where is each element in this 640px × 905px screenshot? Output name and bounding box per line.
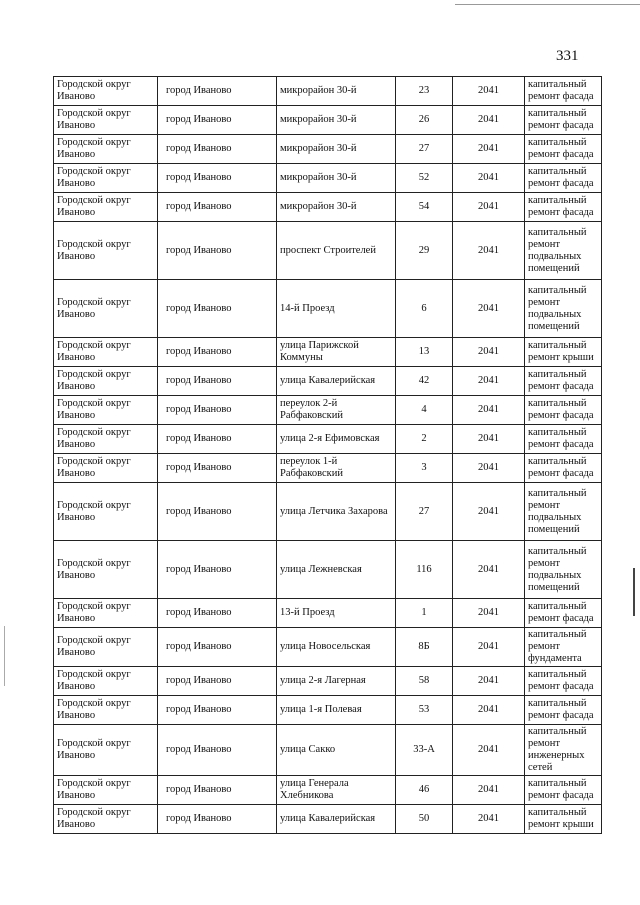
house-number-cell: 26 xyxy=(396,106,453,135)
settlement-cell: город Иваново xyxy=(158,776,277,805)
street-cell: 14-й Проезд xyxy=(277,280,396,338)
street-cell: улица Кавалерийская xyxy=(277,805,396,834)
house-number-cell: 52 xyxy=(396,164,453,193)
year-cell: 2041 xyxy=(453,667,525,696)
year-cell: 2041 xyxy=(453,628,525,667)
work-type-cell: капитальный ремонт крыши xyxy=(525,338,602,367)
house-number-cell: 58 xyxy=(396,667,453,696)
table-row xyxy=(54,425,602,454)
table-row xyxy=(54,338,602,367)
year-cell: 2041 xyxy=(453,135,525,164)
settlement-cell: город Иваново xyxy=(158,367,277,396)
table-row xyxy=(54,483,602,541)
year-cell: 2041 xyxy=(453,193,525,222)
table-row xyxy=(54,454,602,483)
municipality-cell: Городской округ Иваново xyxy=(54,193,158,222)
municipality-cell: Городской округ Иваново xyxy=(54,135,158,164)
work-type-cell: капитальный ремонт фасада xyxy=(525,454,602,483)
municipality-cell: Городской округ Иваново xyxy=(54,222,158,280)
work-type-cell: капитальный ремонт фасада xyxy=(525,425,602,454)
work-type-cell: капитальный ремонт подвальных помещений xyxy=(525,280,602,338)
street-cell: улица 2-я Ефимовская xyxy=(277,425,396,454)
settlement-cell: город Иваново xyxy=(158,805,277,834)
house-number-cell: 3 xyxy=(396,454,453,483)
house-number-cell: 23 xyxy=(396,77,453,106)
municipality-cell: Городской округ Иваново xyxy=(54,696,158,725)
work-type-cell: капитальный ремонт фасада xyxy=(525,696,602,725)
house-number-cell: 2 xyxy=(396,425,453,454)
scan-margin-mark xyxy=(633,568,635,616)
municipality-cell: Городской округ Иваново xyxy=(54,367,158,396)
municipality-cell: Городской округ Иваново xyxy=(54,396,158,425)
work-type-cell: капитальный ремонт фасада xyxy=(525,776,602,805)
municipality-cell: Городской округ Иваново xyxy=(54,599,158,628)
settlement-cell: город Иваново xyxy=(158,541,277,599)
year-cell: 2041 xyxy=(453,483,525,541)
street-cell: улица Генерала Хлебникова xyxy=(277,776,396,805)
table-row xyxy=(54,667,602,696)
street-cell: микрорайон 30-й xyxy=(277,135,396,164)
street-cell: улица 1-я Полевая xyxy=(277,696,396,725)
year-cell: 2041 xyxy=(453,725,525,776)
municipality-cell: Городской округ Иваново xyxy=(54,483,158,541)
year-cell: 2041 xyxy=(453,367,525,396)
house-number-cell: 4 xyxy=(396,396,453,425)
municipality-cell: Городской округ Иваново xyxy=(54,425,158,454)
street-cell: улица Лежневская xyxy=(277,541,396,599)
house-number-cell: 27 xyxy=(396,483,453,541)
street-cell: микрорайон 30-й xyxy=(277,106,396,135)
municipality-cell: Городской округ Иваново xyxy=(54,541,158,599)
street-cell: улица 2-я Лагерная xyxy=(277,667,396,696)
house-number-cell: 46 xyxy=(396,776,453,805)
settlement-cell: город Иваново xyxy=(158,396,277,425)
work-type-cell: капитальный ремонт фасада xyxy=(525,77,602,106)
table-row xyxy=(54,135,602,164)
table-row xyxy=(54,280,602,338)
work-type-cell: капитальный ремонт фасада xyxy=(525,106,602,135)
house-number-cell: 13 xyxy=(396,338,453,367)
settlement-cell: город Иваново xyxy=(158,725,277,776)
street-cell: микрорайон 30-й xyxy=(277,193,396,222)
year-cell: 2041 xyxy=(453,338,525,367)
year-cell: 2041 xyxy=(453,77,525,106)
table-row xyxy=(54,628,602,667)
settlement-cell: город Иваново xyxy=(158,164,277,193)
work-type-cell: капитальный ремонт инженерных сетей xyxy=(525,725,602,776)
table-row xyxy=(54,164,602,193)
street-cell: микрорайон 30-й xyxy=(277,77,396,106)
municipality-cell: Городской округ Иваново xyxy=(54,280,158,338)
repair-schedule-table xyxy=(53,76,602,834)
table-row xyxy=(54,77,602,106)
settlement-cell: город Иваново xyxy=(158,483,277,541)
municipality-cell: Городской округ Иваново xyxy=(54,77,158,106)
year-cell: 2041 xyxy=(453,425,525,454)
settlement-cell: город Иваново xyxy=(158,135,277,164)
house-number-cell: 27 xyxy=(396,135,453,164)
house-number-cell: 50 xyxy=(396,805,453,834)
year-cell: 2041 xyxy=(453,396,525,425)
year-cell: 2041 xyxy=(453,164,525,193)
table-row xyxy=(54,193,602,222)
settlement-cell: город Иваново xyxy=(158,222,277,280)
municipality-cell: Городской округ Иваново xyxy=(54,106,158,135)
house-number-cell: 54 xyxy=(396,193,453,222)
table-row xyxy=(54,367,602,396)
table-row xyxy=(54,776,602,805)
table-row xyxy=(54,222,602,280)
work-type-cell: капитальный ремонт фасада xyxy=(525,135,602,164)
street-cell: улица Летчика Захарова xyxy=(277,483,396,541)
house-number-cell: 116 xyxy=(396,541,453,599)
year-cell: 2041 xyxy=(453,696,525,725)
settlement-cell: город Иваново xyxy=(158,628,277,667)
year-cell: 2041 xyxy=(453,222,525,280)
settlement-cell: город Иваново xyxy=(158,454,277,483)
table-row xyxy=(54,106,602,135)
work-type-cell: капитальный ремонт фундамента xyxy=(525,628,602,667)
year-cell: 2041 xyxy=(453,776,525,805)
municipality-cell: Городской округ Иваново xyxy=(54,164,158,193)
settlement-cell: город Иваново xyxy=(158,667,277,696)
settlement-cell: город Иваново xyxy=(158,280,277,338)
work-type-cell: капитальный ремонт фасада xyxy=(525,667,602,696)
year-cell: 2041 xyxy=(453,599,525,628)
house-number-cell: 8Б xyxy=(396,628,453,667)
work-type-cell: капитальный ремонт фасада xyxy=(525,396,602,425)
year-cell: 2041 xyxy=(453,106,525,135)
settlement-cell: город Иваново xyxy=(158,77,277,106)
street-cell: улица Сакко xyxy=(277,725,396,776)
house-number-cell: 42 xyxy=(396,367,453,396)
house-number-cell: 1 xyxy=(396,599,453,628)
settlement-cell: город Иваново xyxy=(158,425,277,454)
work-type-cell: капитальный ремонт фасада xyxy=(525,599,602,628)
street-cell: улица Парижской Коммуны xyxy=(277,338,396,367)
street-cell: проспект Строителей xyxy=(277,222,396,280)
municipality-cell: Городской округ Иваново xyxy=(54,725,158,776)
settlement-cell: город Иваново xyxy=(158,106,277,135)
street-cell: улица Новосельская xyxy=(277,628,396,667)
page-number: 331 xyxy=(556,48,579,64)
table-row xyxy=(54,541,602,599)
street-cell: 13-й Проезд xyxy=(277,599,396,628)
municipality-cell: Городской округ Иваново xyxy=(54,454,158,483)
table-row xyxy=(54,599,602,628)
table-row xyxy=(54,725,602,776)
table-row xyxy=(54,396,602,425)
house-number-cell: 33-А xyxy=(396,725,453,776)
top-rule xyxy=(455,4,640,5)
house-number-cell: 53 xyxy=(396,696,453,725)
municipality-cell: Городской округ Иваново xyxy=(54,628,158,667)
street-cell: переулок 1-й Рабфаковский xyxy=(277,454,396,483)
work-type-cell: капитальный ремонт подвальных помещений xyxy=(525,483,602,541)
year-cell: 2041 xyxy=(453,454,525,483)
street-cell: улица Кавалерийская xyxy=(277,367,396,396)
work-type-cell: капитальный ремонт фасада xyxy=(525,367,602,396)
municipality-cell: Городской округ Иваново xyxy=(54,805,158,834)
municipality-cell: Городской округ Иваново xyxy=(54,776,158,805)
municipality-cell: Городской округ Иваново xyxy=(54,338,158,367)
work-type-cell: капитальный ремонт фасада xyxy=(525,164,602,193)
work-type-cell: капитальный ремонт фасада xyxy=(525,193,602,222)
work-type-cell: капитальный ремонт подвальных помещений xyxy=(525,222,602,280)
settlement-cell: город Иваново xyxy=(158,338,277,367)
municipality-cell: Городской округ Иваново xyxy=(54,667,158,696)
year-cell: 2041 xyxy=(453,541,525,599)
table-row xyxy=(54,805,602,834)
year-cell: 2041 xyxy=(453,805,525,834)
settlement-cell: город Иваново xyxy=(158,193,277,222)
house-number-cell: 29 xyxy=(396,222,453,280)
work-type-cell: капитальный ремонт крыши xyxy=(525,805,602,834)
scan-margin-mark-left xyxy=(4,626,5,686)
street-cell: переулок 2-й Рабфаковский xyxy=(277,396,396,425)
work-type-cell: капитальный ремонт подвальных помещений xyxy=(525,541,602,599)
year-cell: 2041 xyxy=(453,280,525,338)
house-number-cell: 6 xyxy=(396,280,453,338)
settlement-cell: город Иваново xyxy=(158,696,277,725)
table-row xyxy=(54,696,602,725)
settlement-cell: город Иваново xyxy=(158,599,277,628)
street-cell: микрорайон 30-й xyxy=(277,164,396,193)
